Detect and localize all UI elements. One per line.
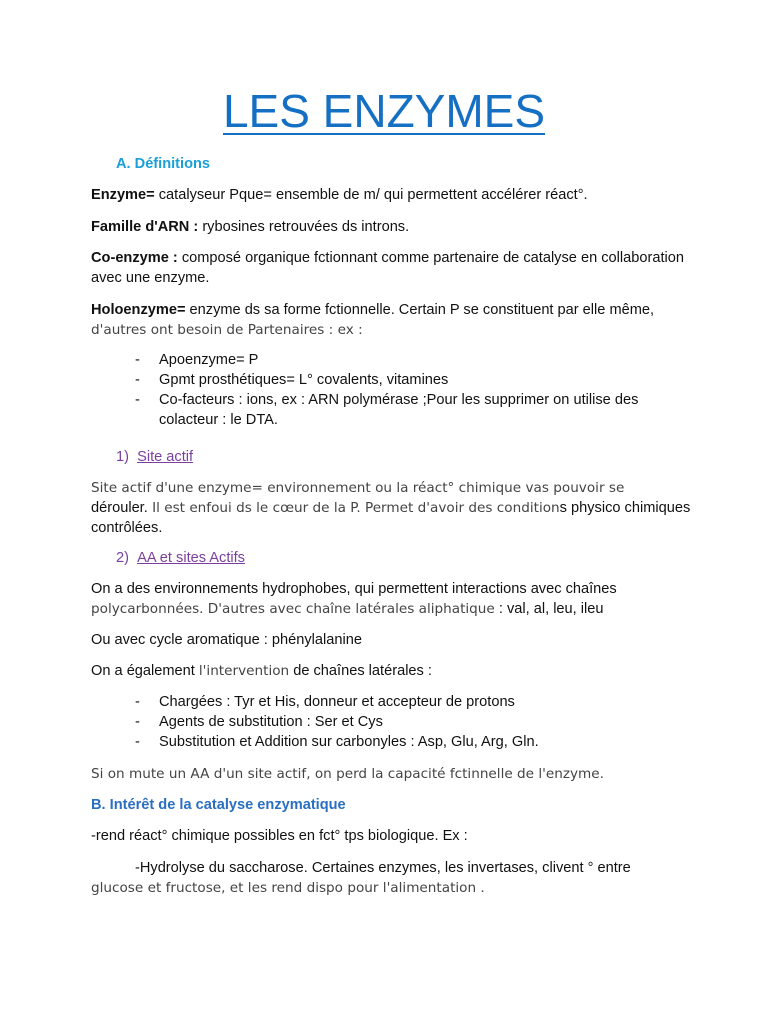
site-actif-heading <box>116 447 716 467</box>
section-a-heading: A. Définitions <box>116 156 211 172</box>
list-item: - Chargées : Tyr et His, donneur et accepteur de protons <box>135 692 695 712</box>
aa-sites-paragraph-2: Ou avec cycle aromatique : phénylalanine <box>91 632 362 648</box>
page-title: LES ENZYMES <box>222 85 546 137</box>
side-chains-list <box>135 692 695 752</box>
aa-sites-paragraph-3 <box>91 661 691 681</box>
section-b-heading: B. Intérêt de la catalyse enzymatique <box>91 797 346 813</box>
aa-p3-text-1: On a également <box>91 663 199 679</box>
site-actif-text-3: s physico chimiques contrôlées. <box>91 500 691 536</box>
site-actif-text-light: Site actif d'une enzyme= environnement ou la réact° chimique vas pouvoir se <box>91 480 625 496</box>
aa-p3-text-2: l'intervention <box>198 663 290 679</box>
holoenzyme-text-light: d'autres ont besoin de Partenaires : ex : <box>91 322 363 338</box>
section-b-paragraph-1: -rend réact° chimique possibles en fct° tps biologique. Ex : <box>91 828 468 844</box>
holoenzyme-term: Holoenzyme= <box>91 302 186 318</box>
hydrolyse-text-2: glucose et fructose, et les rend dispo pour l'alimentation . <box>91 880 485 896</box>
list-item: - Co-facteurs : ions, ex : ARN polymérase ;Pour les supprimer on utilise des colacteur : le DTA. <box>135 390 695 430</box>
coenzyme-text: composé organique fctionnant comme partenaire de catalyse en collaboration avec une enzyme. <box>91 250 684 286</box>
section-b-paragraph-2 <box>91 858 711 898</box>
holoenzyme-text: enzyme ds sa forme fctionnelle. Certain P se constituent par elle même, <box>185 302 655 318</box>
aa-sites-heading <box>116 548 716 568</box>
aa-text-3: : val, al, leu, ileu <box>494 601 604 617</box>
aa-p3-text-3: de chaînes latérales : <box>289 663 432 679</box>
enzyme-definition <box>91 185 691 205</box>
mutation-paragraph: Si on mute un AA d'un site actif, on perd la capacité fctinnelle de l'enzyme. <box>91 766 604 782</box>
list-item: - Agents de substitution : Ser et Cys <box>135 712 695 732</box>
enzyme-text: catalyseur Pque= ensemble de m/ qui permettent accélérer réact°. <box>154 187 588 203</box>
famille-text: rybosines retrouvées ds introns. <box>198 219 410 235</box>
aa-sites-paragraph-1 <box>91 579 691 619</box>
site-actif-paragraph <box>91 478 691 538</box>
enzyme-components-list <box>135 350 695 430</box>
site-actif-text-2: Il est enfoui ds le cœur de la P. Permet d'avoir des condition <box>147 500 560 516</box>
heading-number: 2) <box>116 550 129 566</box>
holoenzyme-definition <box>91 300 691 340</box>
coenzyme-term: Co-enzyme : <box>91 250 178 266</box>
aa-text-1: On a des environnements hydrophobes, qui permettent interactions avec chaînes <box>91 581 617 597</box>
coenzyme-definition <box>91 248 691 288</box>
hydrolyse-text-1: -Hydrolyse du saccharose. Certaines enzymes, les invertases, clivent ° entre <box>135 860 631 876</box>
list-item: - Gpmt prosthétiques= L° covalents, vitamines <box>135 370 695 390</box>
site-actif-text-1: dérouler. <box>91 500 148 516</box>
heading-text: Site actif <box>137 449 194 465</box>
aa-text-2: polycarbonnées. D'autres avec chaîne latérales aliphatique <box>91 601 495 617</box>
heading-text: AA et sites Actifs <box>137 550 245 566</box>
famille-term: Famille d'ARN : <box>91 219 199 235</box>
famille-definition <box>91 217 691 237</box>
list-item: - Apoenzyme= P <box>135 350 695 370</box>
enzyme-term: Enzyme= <box>91 187 155 203</box>
list-item: - Substitution et Addition sur carbonyles : Asp, Glu, Arg, Gln. <box>135 732 695 752</box>
heading-number: 1) <box>116 449 129 465</box>
